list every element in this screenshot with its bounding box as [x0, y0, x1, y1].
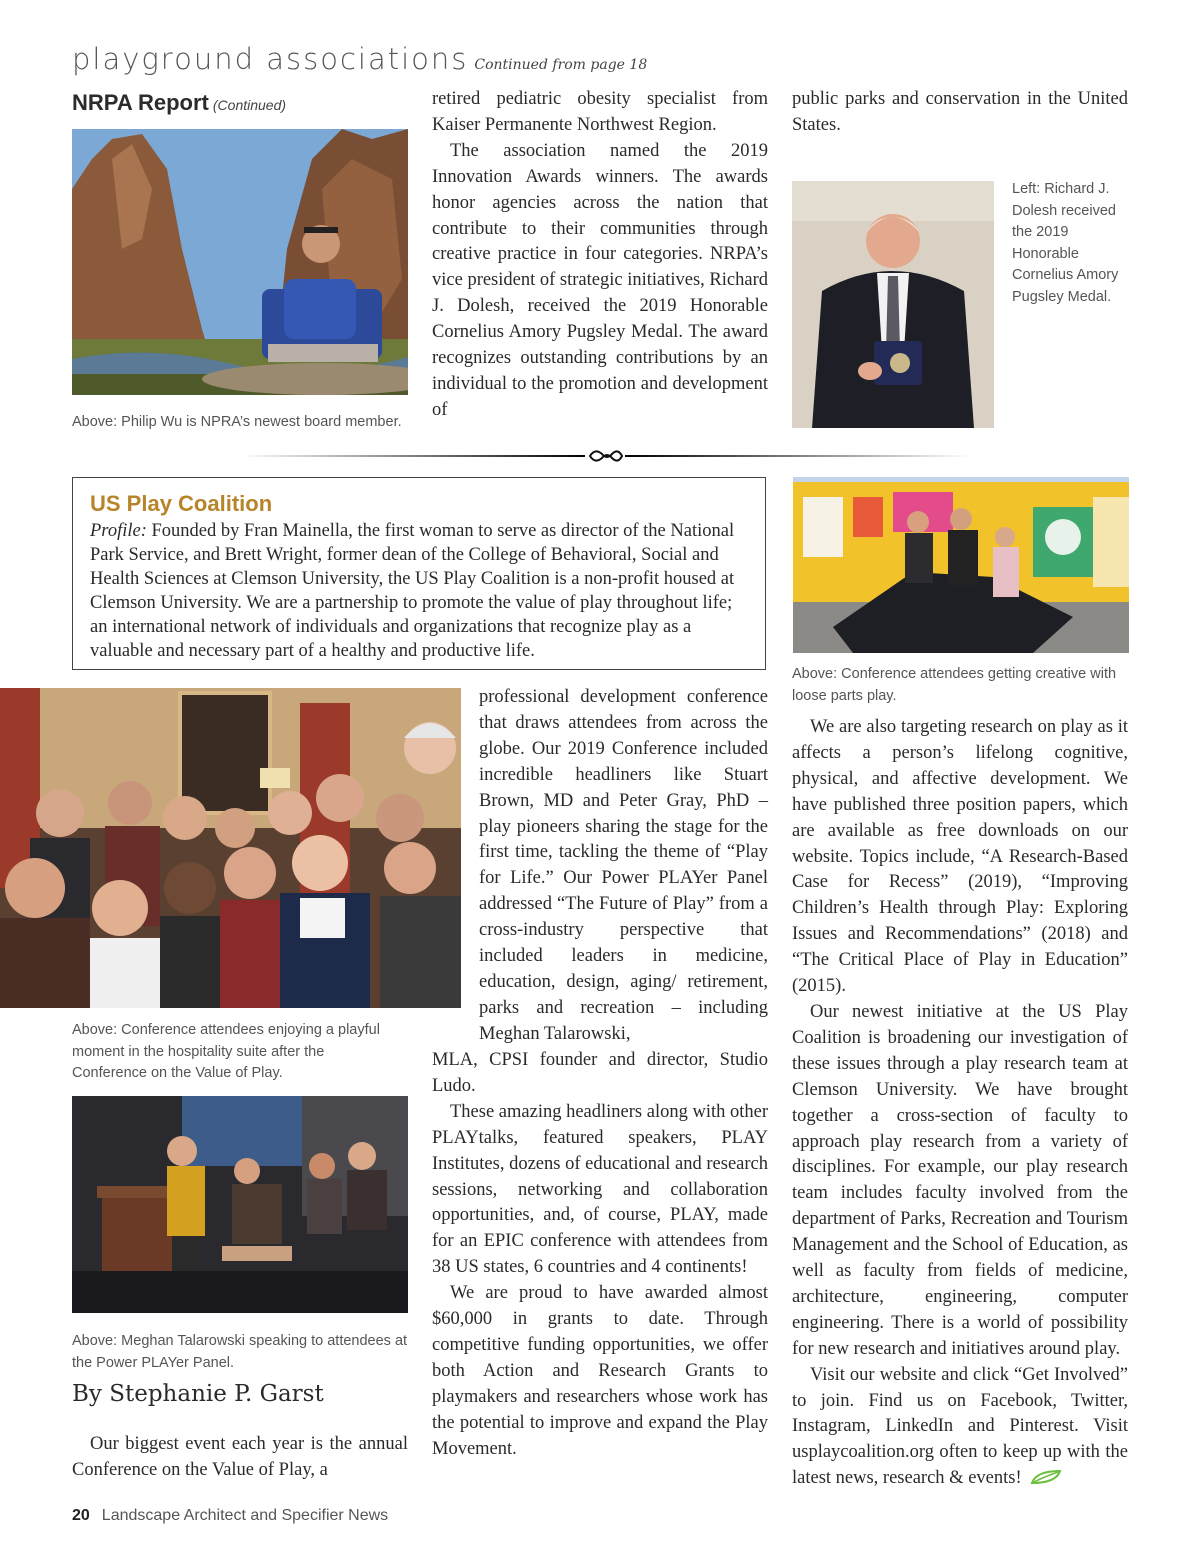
continued-from: Continued from page 18 [474, 57, 648, 73]
coalition-profile [90, 519, 750, 663]
profile-label: Profile: [90, 521, 147, 541]
photo-group [0, 688, 461, 1008]
nrpa-heading [72, 90, 286, 116]
coalition-paragraph: Our newest initiative at the US Play Coalition is broadening our investigation of these issues through a play research team at Clemson University. We have brought together a cross-section of faculty to approach play research from a variety of disciplines. For example, our play research team includes faculty involved from the department of Parks, Recreation and Tourism Management and the School of Education, as well as faculty from fields of medicine, architecture, engineering, computer engineering. There is a world of possibility for new research and initiatives around play. [792, 1001, 1128, 1359]
scroll-divider-icon [240, 446, 970, 466]
byline: By Stephanie P. Garst [72, 1381, 324, 1407]
coalition-paragraph: professional development conference that draws attendees from across the globe. Our 2019 Conference included incredible headliners like Stuart Brown, MD and Peter Gray, PhD – play pioneers sharing the stage for the first time, tackling the theme of “Play for Life.” Our Power PLAYer Panel addressed “The Future of Play” from a cross-industry perspective that included leaders in medicine, education, design, aging/ retirement, parks and recreation – including Meghan Talarowski, [479, 687, 768, 1044]
leaf-icon [1030, 1469, 1062, 1485]
photo-loose-parts [793, 477, 1129, 653]
coalition-column-2 [432, 1048, 768, 1463]
coalition-paragraph: MLA, CPSI founder and director, Studio Ludo. [432, 1050, 768, 1096]
coalition-paragraph [792, 1363, 1128, 1493]
coalition-column-2-top [479, 685, 768, 1048]
coalition-title: US Play Coalition [90, 491, 273, 516]
caption-group: Above: Conference attendees enjoying a playful moment in the hospitality suite after the Conference on the Value of Play. [72, 1022, 380, 1081]
coalition-column-1 [72, 1432, 408, 1484]
coalition-paragraph: These amazing headliners along with other PLAYtalks, featured speakers, PLAY Institutes, dozens of educational and research sessions, networking and collaboration opportunities, and, of course, PLAY, made for an EPIC conference with attendees from 38 US states, 6 countries and 4 continents! [432, 1101, 768, 1278]
nrpa-column-2 [432, 87, 768, 424]
photo-podium [72, 1096, 408, 1313]
caption-richard-dolesh: Left: Richard J. Dolesh received the 2019 Honorable Cornelius Amory Pugsley Medal. [1012, 181, 1119, 305]
page-number: 20 [72, 1507, 90, 1524]
nrpa-column-3 [792, 87, 1128, 139]
caption-loose-parts: Above: Conference attendees getting creative with loose parts play. [792, 666, 1117, 704]
section-name: playground associations [72, 42, 469, 76]
nrpa-continued: (Continued) [212, 97, 287, 113]
caption-philip-wu: Above: Philip Wu is NPRA’s newest board member. [72, 414, 402, 430]
profile-text: Founded by Fran Mainella, the first woman to serve as director of the National Park Service, and Brett Wright, former dean of the College of Behavioral, Social and Health Sciences at Clemson University, the US Play Coalition is a non-profit housed at Clemson University. We are a partnership to promote the value of play throughout life; an international network of individuals and organizations that recognize play as a valuable and necessary part of a healthy and productive life. [90, 521, 735, 661]
photo-philip-wu [72, 129, 408, 395]
coalition-paragraph: We are also targeting research on play as it affects a person’s lifelong cognitive, physical, and affective development. We have published three position papers, which are available as free downloads on our website. Topics include, “A Research-Based Case for Recess” (2019), “Improving Children’s Health through Play: Exploring Issues and Recommendations” (2018) and “The Critical Place of Play in Education” (2015). [792, 717, 1128, 997]
section-title [72, 42, 647, 76]
caption-podium: Above: Meghan Talarowski speaking to attendees at the Power PLAYer Panel. [72, 1333, 408, 1371]
nrpa-title: NRPA Report [72, 90, 209, 115]
coalition-column-3 [792, 715, 1128, 1492]
coalition-paragraph: Our biggest event each year is the annual Conference on the Value of Play, a [72, 1434, 408, 1480]
coalition-paragraph-text: Visit our website and click “Get Involved” to join. Find us on Facebook, Twitter, Instagram, LinkedIn and Pinterest. Visit usplaycoalition.org often to keep up with the latest news, research & events! [792, 1364, 1128, 1489]
nrpa-paragraph: retired pediatric obesity specialist from Kaiser Permanente Northwest Region. [432, 89, 768, 135]
photo-richard-dolesh [792, 181, 994, 428]
page-footer [72, 1507, 388, 1525]
nrpa-paragraph: public parks and conservation in the United States. [792, 89, 1128, 135]
coalition-paragraph: We are proud to have awarded almost $60,000 in grants to date. Through competitive funding opportunities, we offer both Action and Research Grants to playmakers and researchers whose work has the potential to improve and expand the Play Movement. [432, 1283, 768, 1459]
nrpa-paragraph: The association named the 2019 Innovation Awards winners. The awards honor agencies across the nation that contribute to their communities through creative practice in four categories. NRPA’s vice president of strategic initiatives, Richard J. Dolesh, received the 2019 Honorable Cornelius Amory Pugsley Medal. The award recognizes outstanding contributions by an individual to the promotion and development of [432, 140, 768, 420]
coalition-profile-box [72, 477, 766, 670]
publication-name: Landscape Architect and Specifier News [101, 1507, 389, 1524]
